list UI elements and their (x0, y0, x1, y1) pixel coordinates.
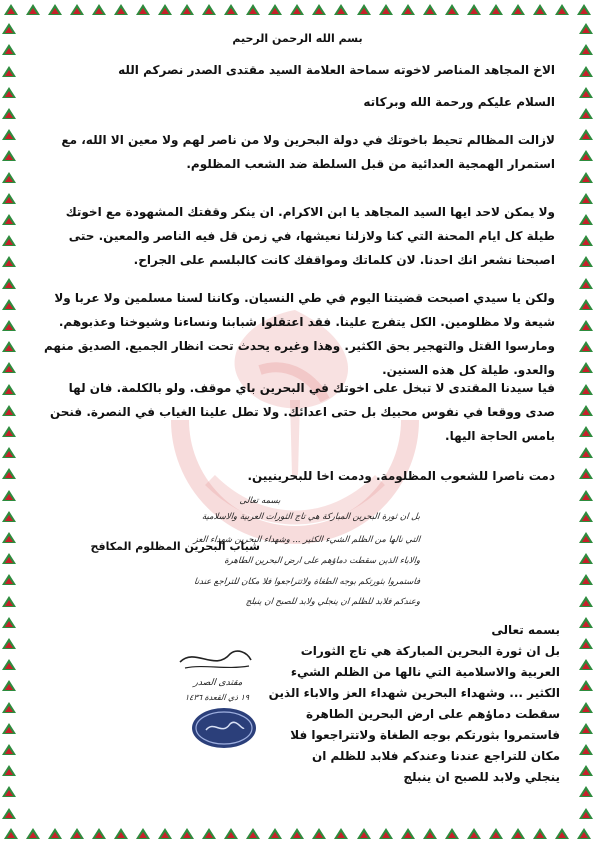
printed-line-4: الكثير ... وشهداء البحرين شهداء العز والاباء الذين (268, 686, 560, 700)
border-ornament-icon (579, 744, 593, 755)
border-ornament-icon (2, 765, 16, 776)
printed-reply (260, 620, 560, 788)
border-ornament-icon (579, 808, 593, 819)
border-ornament-icon (92, 4, 106, 15)
border-ornament-icon (2, 384, 16, 395)
border-ornament-icon (579, 765, 593, 776)
addressee: الاخ المجاهد المناصر لاخوته سماحة العلامة السيد مقتدى الصدر نصركم الله (118, 63, 555, 77)
border-ornament-icon (511, 4, 525, 15)
border-ornament-icon (445, 828, 459, 839)
border-ornament-icon (114, 828, 128, 839)
handwritten-line-5: وعندكم فلابد للظلم ان ينجلي ولابد للصبح ان ينبلج (245, 597, 421, 607)
border-ornament-icon (579, 447, 593, 458)
border-ornament-icon (577, 828, 591, 839)
border-ornament-icon (2, 680, 16, 691)
handwritten-basmala: بسمه تعالى (239, 496, 281, 506)
border-ornament-icon (579, 341, 593, 352)
border-ornament-icon (2, 553, 16, 564)
border-ornament-icon (2, 66, 16, 77)
border-ornament-icon (136, 4, 150, 15)
border-ornament-icon (2, 44, 16, 55)
border-ornament-icon (579, 87, 593, 98)
border-ornament-icon (579, 384, 593, 395)
sender-name: شباب البحرين المظلوم المكافح (90, 540, 260, 553)
printed-line-7: مكان للتراجع عندنا وعندكم فلابد للظلم ان (311, 749, 560, 763)
border-ornament-icon (579, 702, 593, 713)
closing-line: دمت ناصرا للشعوب المظلومة. ودمت اخا للبحرينيين. (247, 469, 555, 483)
border-ornament-icon (2, 574, 16, 585)
handwritten-line-2: التي نالها من الظلم الشيء الكثير ... وشهداء البحرين شهداء العز (193, 535, 421, 545)
printed-line-5: سقطت دماؤهم على ارض البحرين الطاهرة (305, 707, 560, 721)
border-ornament-icon (423, 4, 437, 15)
border-ornament-icon (48, 828, 62, 839)
border-ornament-icon (555, 4, 569, 15)
border-ornament-icon (2, 744, 16, 755)
border-ornament-icon (579, 362, 593, 373)
seal-stamp-icon (192, 708, 256, 748)
border-ornament-icon (401, 4, 415, 15)
border-ornament-icon (158, 4, 172, 15)
border-ornament-icon (26, 4, 40, 15)
border-ornament-icon (2, 426, 16, 437)
border-ornament-icon (2, 320, 16, 331)
border-ornament-icon (579, 723, 593, 734)
border-ornament-icon (180, 828, 194, 839)
border-ornament-icon (312, 828, 326, 839)
border-ornament-icon (268, 4, 282, 15)
border-ornament-icon (2, 87, 16, 98)
paragraph-1: لازالت المظالم تحيط باخوتك في دولة البحرين ولا من ناصر لهم ولا معين الا الله، مع استمرار الهمجية العدائية من قبل السلطة ضد الشعب المظلوم. (61, 133, 555, 171)
border-ornament-icon (246, 828, 260, 839)
border-ornament-icon (2, 405, 16, 416)
border-ornament-icon (511, 828, 525, 839)
border-ornament-icon (579, 617, 593, 628)
printed-line-8: ينجلي ولابد للصبح ان ينبلج (403, 770, 560, 784)
border-ornament-icon (2, 490, 16, 501)
handwritten-line-1: بل ان ثورة البحرين المباركة هي تاج الثورات العربية والاسلامية (201, 512, 421, 522)
border-ornament-icon (579, 214, 593, 225)
border-ornament-icon (579, 278, 593, 289)
border-ornament-icon (2, 659, 16, 670)
top-border (0, 0, 595, 18)
border-ornament-icon (2, 235, 16, 246)
printed-line-1: بسمه تعالى (491, 623, 560, 637)
paragraph-3: ولكن يا سيدي اصبحت قضيتنا اليوم في طي النسيان. وكاننا لسنا مسلمين ولا عربا ولا شيعة ولا مظلومين. الكل يتفرج علينا. فقد اعتقلوا شبابنا ونساءنا وشيوخنا وعذبوهم. ومارسوا القتل والتهجير بحق الكثير. وهذا وغيره يحدث تحت انظار الجميع. الصديق منهم والعدو. طيلة كل هذه السنين. (43, 291, 555, 377)
border-ornament-icon (114, 4, 128, 15)
left-border (0, 18, 18, 824)
border-ornament-icon (579, 638, 593, 649)
border-ornament-icon (334, 828, 348, 839)
border-ornament-icon (579, 596, 593, 607)
border-ornament-icon (312, 4, 326, 15)
border-ornament-icon (202, 4, 216, 15)
border-ornament-icon (579, 66, 593, 77)
border-ornament-icon (379, 4, 393, 15)
border-ornament-icon (224, 4, 238, 15)
border-ornament-icon (2, 468, 16, 479)
signature-scribble-icon (175, 642, 255, 676)
handwritten-date: ١٩ ذي القعدة ١٤٣٦ (184, 693, 250, 702)
border-ornament-icon (2, 341, 16, 352)
border-ornament-icon (555, 828, 569, 839)
paragraph-4: فيا سيدنا المقتدى لا تبخل على اخوتك في البحرين باي موقف. ولو بالكلمة. فان لها صدى ووقعا في نفوس محبيك بل حتى اعدائك. ولا تطل علينا الغياب في النصرة. فنحن بامس الحاجة اليها. (49, 381, 555, 443)
border-ornament-icon (579, 490, 593, 501)
border-ornament-icon (2, 596, 16, 607)
border-ornament-icon (357, 4, 371, 15)
border-ornament-icon (2, 299, 16, 310)
border-ornament-icon (2, 511, 16, 522)
border-ornament-icon (579, 299, 593, 310)
border-ornament-icon (136, 828, 150, 839)
border-ornament-icon (579, 320, 593, 331)
basmala: بسم الله الرحمن الرحيم (232, 32, 363, 45)
paragraph-2: ولا يمكن لاحد ايها السيد المجاهد يا ابن الاكرام. ان ينكر وقفتك المشهودة مع اخوتك طيلة كل ايام المحنة التي كنا ولازلنا نعيشها، في زمن قل فيه الناصر والمعين. حتى اصبحنا نشعر انك احدنا. لان كلماتك ومواقفك كانت كالبلسم على الجراح. (65, 205, 555, 267)
bottom-border (0, 824, 595, 842)
border-ornament-icon (533, 4, 547, 15)
border-ornament-icon (2, 532, 16, 543)
printed-line-2: بل ان ثورة البحرين المباركة هي تاج الثورات (300, 644, 560, 658)
border-ornament-icon (579, 256, 593, 267)
greeting: السلام عليكم ورحمة الله وبركاته (363, 95, 555, 109)
border-ornament-icon (2, 362, 16, 373)
border-ornament-icon (2, 786, 16, 797)
border-ornament-icon (2, 150, 16, 161)
border-ornament-icon (2, 193, 16, 204)
border-ornament-icon (268, 828, 282, 839)
border-ornament-icon (2, 23, 16, 34)
border-ornament-icon (445, 4, 459, 15)
border-ornament-icon (4, 4, 18, 15)
border-ornament-icon (224, 828, 238, 839)
border-ornament-icon (423, 828, 437, 839)
border-ornament-icon (2, 278, 16, 289)
border-ornament-icon (577, 4, 591, 15)
border-ornament-icon (579, 532, 593, 543)
border-ornament-icon (579, 426, 593, 437)
border-ornament-icon (357, 828, 371, 839)
border-ornament-icon (2, 129, 16, 140)
border-ornament-icon (290, 828, 304, 839)
border-ornament-icon (379, 828, 393, 839)
handwritten-line-4: فاستمروا بثورتكم بوجه الطغاة ولاتتراجعوا فلا مكان للتراجع عندنا (193, 577, 421, 587)
border-ornament-icon (401, 828, 415, 839)
border-ornament-icon (70, 4, 84, 15)
border-ornament-icon (579, 553, 593, 564)
border-ornament-icon (533, 828, 547, 839)
border-ornament-icon (26, 828, 40, 839)
border-ornament-icon (2, 638, 16, 649)
border-ornament-icon (579, 659, 593, 670)
border-ornament-icon (579, 680, 593, 691)
printed-line-6: فاستمروا بثورتكم بوجه الطغاة ولاتتراجعوا فلا (290, 728, 560, 742)
border-ornament-icon (2, 256, 16, 267)
border-ornament-icon (579, 44, 593, 55)
handwritten-line-3: والاباء الذين سقطت دماؤهم على ارض البحرين الطاهرة (223, 556, 421, 566)
border-ornament-icon (4, 828, 18, 839)
right-border (577, 18, 595, 824)
border-ornament-icon (158, 828, 172, 839)
border-ornament-icon (202, 828, 216, 839)
border-ornament-icon (579, 23, 593, 34)
border-ornament-icon (579, 405, 593, 416)
border-ornament-icon (2, 617, 16, 628)
border-ornament-icon (579, 574, 593, 585)
border-ornament-icon (2, 172, 16, 183)
handwritten-signature: مقتدى الصدر (193, 678, 243, 688)
border-ornament-icon (579, 129, 593, 140)
border-ornament-icon (2, 723, 16, 734)
border-ornament-icon (579, 235, 593, 246)
border-ornament-icon (467, 828, 481, 839)
border-ornament-icon (579, 511, 593, 522)
border-ornament-icon (290, 4, 304, 15)
border-ornament-icon (2, 808, 16, 819)
border-ornament-icon (70, 828, 84, 839)
border-ornament-icon (2, 702, 16, 713)
border-ornament-icon (246, 4, 260, 15)
border-ornament-icon (2, 447, 16, 458)
border-ornament-icon (489, 828, 503, 839)
border-ornament-icon (467, 4, 481, 15)
border-ornament-icon (579, 150, 593, 161)
border-ornament-icon (489, 4, 503, 15)
border-ornament-icon (579, 786, 593, 797)
border-ornament-icon (180, 4, 194, 15)
border-ornament-icon (2, 214, 16, 225)
border-ornament-icon (2, 108, 16, 119)
border-ornament-icon (579, 172, 593, 183)
border-ornament-icon (579, 108, 593, 119)
printed-line-3: العربية والاسلامية التي نالها من الظلم الشيء (290, 665, 560, 679)
border-ornament-icon (334, 4, 348, 15)
border-ornament-icon (48, 4, 62, 15)
border-ornament-icon (579, 468, 593, 479)
border-ornament-icon (579, 193, 593, 204)
border-ornament-icon (92, 828, 106, 839)
